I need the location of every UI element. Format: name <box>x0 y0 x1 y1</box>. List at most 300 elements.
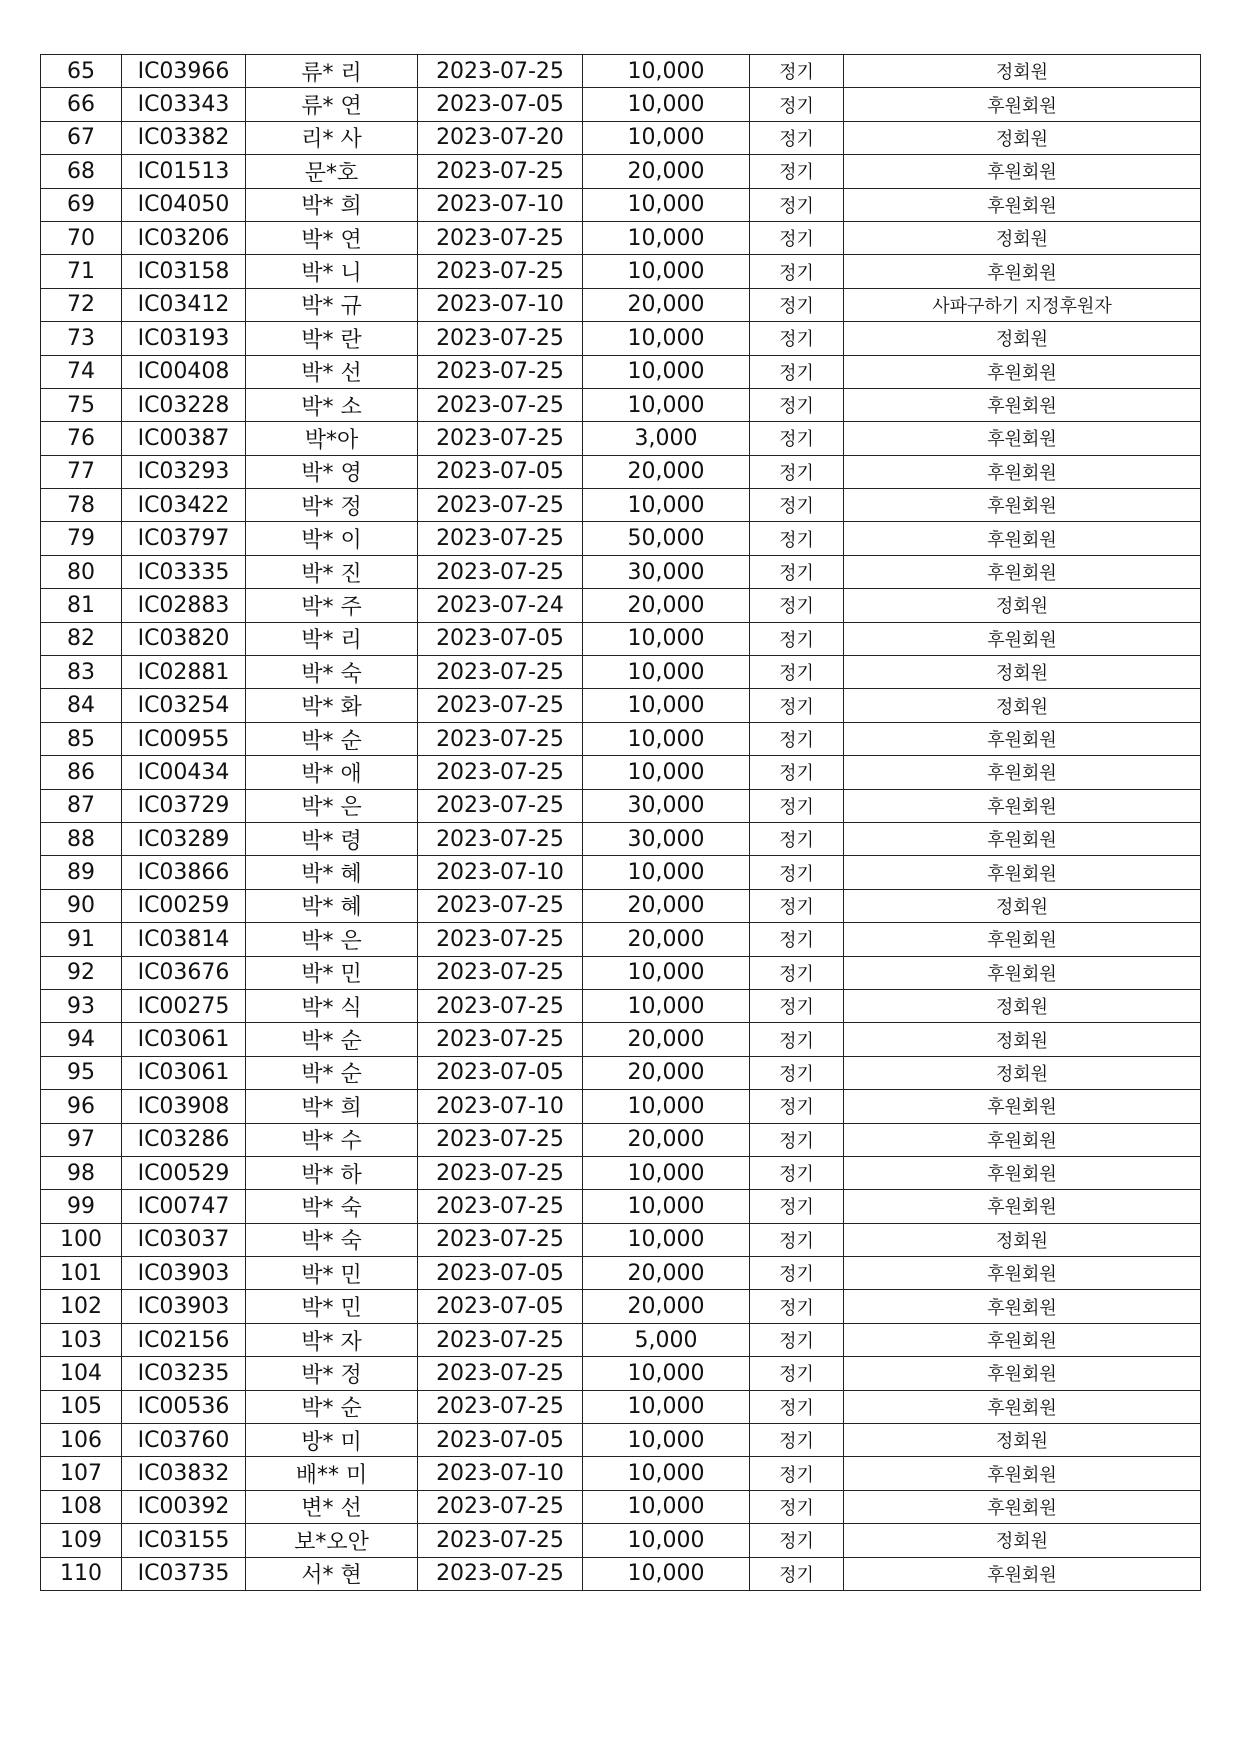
donation-type: 정기 <box>750 1123 844 1156</box>
table-row <box>41 1457 1201 1490</box>
donor-name: 박* 주 <box>246 589 418 622</box>
row-number: 100 <box>41 1223 122 1256</box>
donor-name: 류* 리 <box>246 55 418 88</box>
donor-name: 류* 연 <box>246 88 418 121</box>
membership-type: 후원회원 <box>844 1323 1201 1356</box>
donation-amount: 20,000 <box>583 589 750 622</box>
donation-amount: 10,000 <box>583 1524 750 1557</box>
donation-amount: 10,000 <box>583 1156 750 1189</box>
table-row <box>41 1257 1201 1290</box>
donor-id: IC00259 <box>122 889 246 922</box>
row-number: 109 <box>41 1524 122 1557</box>
donor-id: IC03729 <box>122 789 246 822</box>
row-number: 104 <box>41 1357 122 1390</box>
row-number: 71 <box>41 255 122 288</box>
membership-type: 후원회원 <box>844 956 1201 989</box>
membership-type: 후원회원 <box>844 255 1201 288</box>
donation-type: 정기 <box>750 555 844 588</box>
table-row <box>41 722 1201 755</box>
donation-amount: 10,000 <box>583 1424 750 1457</box>
donor-name: 박* 순 <box>246 1056 418 1089</box>
row-number: 83 <box>41 656 122 689</box>
donor-id: IC03676 <box>122 956 246 989</box>
donation-amount: 10,000 <box>583 622 750 655</box>
row-number: 77 <box>41 455 122 488</box>
table-row <box>41 1090 1201 1123</box>
membership-type: 후원회원 <box>844 856 1201 889</box>
row-number: 92 <box>41 956 122 989</box>
donor-id: IC03382 <box>122 121 246 154</box>
donor-name: 박* 정 <box>246 489 418 522</box>
donation-type: 정기 <box>750 388 844 421</box>
row-number: 74 <box>41 355 122 388</box>
table-row <box>41 1156 1201 1189</box>
donation-type: 정기 <box>750 188 844 221</box>
row-number: 99 <box>41 1190 122 1223</box>
donation-date: 2023-07-25 <box>418 555 583 588</box>
donor-name: 박* 진 <box>246 555 418 588</box>
table-row <box>41 155 1201 188</box>
table-row <box>41 1023 1201 1056</box>
donation-amount: 10,000 <box>583 956 750 989</box>
donation-date: 2023-07-25 <box>418 55 583 88</box>
membership-type: 후원회원 <box>844 1357 1201 1390</box>
donor-id: IC03903 <box>122 1290 246 1323</box>
donation-amount: 10,000 <box>583 856 750 889</box>
table-row <box>41 622 1201 655</box>
donation-amount: 10,000 <box>583 722 750 755</box>
donation-date: 2023-07-25 <box>418 1156 583 1189</box>
donation-type: 정기 <box>750 88 844 121</box>
row-number: 106 <box>41 1424 122 1457</box>
donation-date: 2023-07-10 <box>418 856 583 889</box>
donation-type: 정기 <box>750 989 844 1022</box>
row-number: 88 <box>41 822 122 855</box>
row-number: 84 <box>41 689 122 722</box>
donor-name: 서* 현 <box>246 1557 418 1590</box>
donation-date: 2023-07-25 <box>418 322 583 355</box>
donation-amount: 10,000 <box>583 55 750 88</box>
donor-name: 박* 숙 <box>246 656 418 689</box>
donation-amount: 20,000 <box>583 455 750 488</box>
donor-table <box>40 54 1201 1591</box>
table-row <box>41 55 1201 88</box>
donor-list-page <box>40 54 1200 1591</box>
membership-type: 후원회원 <box>844 489 1201 522</box>
donation-date: 2023-07-25 <box>418 1190 583 1223</box>
membership-type: 후원회원 <box>844 88 1201 121</box>
donor-id: IC03797 <box>122 522 246 555</box>
donor-id: IC03061 <box>122 1056 246 1089</box>
row-number: 66 <box>41 88 122 121</box>
donation-amount: 5,000 <box>583 1323 750 1356</box>
table-row <box>41 822 1201 855</box>
table-row <box>41 121 1201 154</box>
membership-type: 정회원 <box>844 221 1201 254</box>
donor-id: IC03343 <box>122 88 246 121</box>
row-number: 91 <box>41 923 122 956</box>
donation-type: 정기 <box>750 1056 844 1089</box>
donor-name: 박* 민 <box>246 956 418 989</box>
donation-date: 2023-07-25 <box>418 388 583 421</box>
donation-amount: 10,000 <box>583 1223 750 1256</box>
donation-amount: 10,000 <box>583 355 750 388</box>
row-number: 73 <box>41 322 122 355</box>
donation-date: 2023-07-25 <box>418 1123 583 1156</box>
table-row <box>41 656 1201 689</box>
donation-date: 2023-07-25 <box>418 1490 583 1523</box>
donation-amount: 10,000 <box>583 489 750 522</box>
donor-id: IC03228 <box>122 388 246 421</box>
donation-date: 2023-07-25 <box>418 889 583 922</box>
membership-type: 정회원 <box>844 322 1201 355</box>
donor-name: 박* 민 <box>246 1257 418 1290</box>
table-row <box>41 1323 1201 1356</box>
donation-date: 2023-07-25 <box>418 1223 583 1256</box>
donation-type: 정기 <box>750 822 844 855</box>
table-row <box>41 388 1201 421</box>
table-row <box>41 555 1201 588</box>
donor-name: 박* 연 <box>246 221 418 254</box>
donation-type: 정기 <box>750 1524 844 1557</box>
donor-id: IC03814 <box>122 923 246 956</box>
donation-amount: 10,000 <box>583 1457 750 1490</box>
donor-name: 박* 리 <box>246 622 418 655</box>
table-row <box>41 689 1201 722</box>
donation-date: 2023-07-25 <box>418 1390 583 1423</box>
donation-type: 정기 <box>750 856 844 889</box>
membership-type: 정회원 <box>844 1524 1201 1557</box>
donation-type: 정기 <box>750 956 844 989</box>
table-row <box>41 1190 1201 1223</box>
membership-type: 정회원 <box>844 1223 1201 1256</box>
donation-type: 정기 <box>750 1257 844 1290</box>
membership-type: 정회원 <box>844 55 1201 88</box>
donation-type: 정기 <box>750 756 844 789</box>
table-row <box>41 1223 1201 1256</box>
membership-type: 후원회원 <box>844 1457 1201 1490</box>
row-number: 98 <box>41 1156 122 1189</box>
donation-date: 2023-07-25 <box>418 822 583 855</box>
donation-date: 2023-07-05 <box>418 455 583 488</box>
donor-name: 박* 정 <box>246 1357 418 1390</box>
membership-type: 후원회원 <box>844 1190 1201 1223</box>
donation-type: 정기 <box>750 1323 844 1356</box>
donation-date: 2023-07-25 <box>418 756 583 789</box>
donor-id: IC02881 <box>122 656 246 689</box>
donation-date: 2023-07-25 <box>418 1323 583 1356</box>
row-number: 68 <box>41 155 122 188</box>
donation-date: 2023-07-25 <box>418 656 583 689</box>
donation-amount: 10,000 <box>583 1390 750 1423</box>
donor-id: IC03335 <box>122 555 246 588</box>
row-number: 105 <box>41 1390 122 1423</box>
donor-name: 박* 숙 <box>246 1190 418 1223</box>
donation-amount: 10,000 <box>583 689 750 722</box>
membership-type: 후원회원 <box>844 1557 1201 1590</box>
donor-name: 박* 순 <box>246 722 418 755</box>
donor-id: IC02883 <box>122 589 246 622</box>
table-row <box>41 856 1201 889</box>
row-number: 93 <box>41 989 122 1022</box>
donation-amount: 20,000 <box>583 1056 750 1089</box>
membership-type: 후원회원 <box>844 1390 1201 1423</box>
donor-name: 박*아 <box>246 422 418 455</box>
donor-name: 박* 자 <box>246 1323 418 1356</box>
donation-date: 2023-07-25 <box>418 155 583 188</box>
table-row <box>41 455 1201 488</box>
donor-id: IC03206 <box>122 221 246 254</box>
donor-name: 박* 숙 <box>246 1223 418 1256</box>
table-row <box>41 322 1201 355</box>
donor-id: IC00536 <box>122 1390 246 1423</box>
row-number: 69 <box>41 188 122 221</box>
donor-id: IC03293 <box>122 455 246 488</box>
donor-name: 박* 니 <box>246 255 418 288</box>
table-row <box>41 422 1201 455</box>
donor-name: 박* 하 <box>246 1156 418 1189</box>
row-number: 76 <box>41 422 122 455</box>
donor-id: IC04050 <box>122 188 246 221</box>
donor-id: IC03193 <box>122 322 246 355</box>
membership-type: 정회원 <box>844 1056 1201 1089</box>
row-number: 72 <box>41 288 122 321</box>
donor-name: 박* 화 <box>246 689 418 722</box>
donation-type: 정기 <box>750 1390 844 1423</box>
donation-amount: 3,000 <box>583 422 750 455</box>
donation-type: 정기 <box>750 1290 844 1323</box>
membership-type: 후원회원 <box>844 388 1201 421</box>
donor-id: IC03289 <box>122 822 246 855</box>
donor-id: IC00275 <box>122 989 246 1022</box>
donor-id: IC03735 <box>122 1557 246 1590</box>
donor-name: 박* 선 <box>246 355 418 388</box>
donation-type: 정기 <box>750 689 844 722</box>
row-number: 110 <box>41 1557 122 1590</box>
donor-id: IC03820 <box>122 622 246 655</box>
donor-name: 박* 혜 <box>246 856 418 889</box>
donation-type: 정기 <box>750 789 844 822</box>
row-number: 85 <box>41 722 122 755</box>
donation-type: 정기 <box>750 221 844 254</box>
table-row <box>41 1357 1201 1390</box>
donor-name: 박* 이 <box>246 522 418 555</box>
membership-type: 후원회원 <box>844 1257 1201 1290</box>
donation-date: 2023-07-25 <box>418 221 583 254</box>
donor-id: IC03966 <box>122 55 246 88</box>
donation-date: 2023-07-25 <box>418 789 583 822</box>
donation-amount: 10,000 <box>583 322 750 355</box>
donor-name: 변* 선 <box>246 1490 418 1523</box>
membership-type: 후원회원 <box>844 722 1201 755</box>
donation-date: 2023-07-25 <box>418 989 583 1022</box>
donation-date: 2023-07-05 <box>418 1290 583 1323</box>
donation-type: 정기 <box>750 422 844 455</box>
membership-type: 후원회원 <box>844 522 1201 555</box>
donation-amount: 10,000 <box>583 1357 750 1390</box>
donor-id: IC03760 <box>122 1424 246 1457</box>
membership-type: 정회원 <box>844 589 1201 622</box>
donor-id: IC00392 <box>122 1490 246 1523</box>
donation-date: 2023-07-05 <box>418 88 583 121</box>
donation-type: 정기 <box>750 322 844 355</box>
row-number: 101 <box>41 1257 122 1290</box>
donation-date: 2023-07-25 <box>418 1023 583 1056</box>
membership-type: 정회원 <box>844 656 1201 689</box>
donation-amount: 10,000 <box>583 188 750 221</box>
donation-type: 정기 <box>750 1090 844 1123</box>
donor-name: 박* 은 <box>246 923 418 956</box>
membership-type: 정회원 <box>844 1424 1201 1457</box>
donation-amount: 10,000 <box>583 1557 750 1590</box>
donor-name: 박* 령 <box>246 822 418 855</box>
donation-date: 2023-07-25 <box>418 722 583 755</box>
donation-amount: 20,000 <box>583 1023 750 1056</box>
donation-type: 정기 <box>750 255 844 288</box>
donor-name: 박* 희 <box>246 1090 418 1123</box>
donor-id: IC03866 <box>122 856 246 889</box>
table-row <box>41 221 1201 254</box>
donation-type: 정기 <box>750 1424 844 1457</box>
donation-type: 정기 <box>750 55 844 88</box>
donation-type: 정기 <box>750 1156 844 1189</box>
table-row <box>41 1390 1201 1423</box>
membership-type: 후원회원 <box>844 555 1201 588</box>
donation-date: 2023-07-05 <box>418 1056 583 1089</box>
donation-type: 정기 <box>750 1557 844 1590</box>
donation-amount: 20,000 <box>583 1290 750 1323</box>
donation-date: 2023-07-10 <box>418 1090 583 1123</box>
donation-amount: 10,000 <box>583 1190 750 1223</box>
row-number: 80 <box>41 555 122 588</box>
donation-type: 정기 <box>750 121 844 154</box>
donation-type: 정기 <box>750 656 844 689</box>
row-number: 90 <box>41 889 122 922</box>
donation-date: 2023-07-10 <box>418 1457 583 1490</box>
donation-type: 정기 <box>750 455 844 488</box>
donor-name: 박* 순 <box>246 1390 418 1423</box>
donation-type: 정기 <box>750 923 844 956</box>
donor-id: IC03903 <box>122 1257 246 1290</box>
donor-name: 박* 영 <box>246 455 418 488</box>
donation-amount: 10,000 <box>583 1490 750 1523</box>
row-number: 75 <box>41 388 122 421</box>
membership-type: 후원회원 <box>844 923 1201 956</box>
donation-type: 정기 <box>750 889 844 922</box>
row-number: 81 <box>41 589 122 622</box>
row-number: 102 <box>41 1290 122 1323</box>
donation-date: 2023-07-25 <box>418 489 583 522</box>
donation-amount: 50,000 <box>583 522 750 555</box>
table-row <box>41 489 1201 522</box>
membership-type: 후원회원 <box>844 455 1201 488</box>
donor-name: 박* 희 <box>246 188 418 221</box>
donation-amount: 10,000 <box>583 121 750 154</box>
donor-id: IC01513 <box>122 155 246 188</box>
table-row <box>41 889 1201 922</box>
donation-amount: 10,000 <box>583 1090 750 1123</box>
donor-name: 문*호 <box>246 155 418 188</box>
row-number: 82 <box>41 622 122 655</box>
table-row <box>41 1290 1201 1323</box>
membership-type: 후원회원 <box>844 155 1201 188</box>
donation-date: 2023-07-25 <box>418 522 583 555</box>
table-row <box>41 956 1201 989</box>
donation-type: 정기 <box>750 1490 844 1523</box>
donor-id: IC00434 <box>122 756 246 789</box>
donor-id: IC03235 <box>122 1357 246 1390</box>
membership-type: 정회원 <box>844 121 1201 154</box>
donation-date: 2023-07-25 <box>418 1524 583 1557</box>
table-row <box>41 589 1201 622</box>
donor-name: 박* 은 <box>246 789 418 822</box>
donation-date: 2023-07-25 <box>418 956 583 989</box>
donation-type: 정기 <box>750 355 844 388</box>
donor-name: 박* 수 <box>246 1123 418 1156</box>
donation-date: 2023-07-25 <box>418 689 583 722</box>
donor-id: IC03254 <box>122 689 246 722</box>
donation-date: 2023-07-24 <box>418 589 583 622</box>
table-row <box>41 789 1201 822</box>
table-row <box>41 756 1201 789</box>
table-row <box>41 1524 1201 1557</box>
donation-date: 2023-07-25 <box>418 1557 583 1590</box>
membership-type: 후원회원 <box>844 789 1201 822</box>
donor-id: IC03037 <box>122 1223 246 1256</box>
row-number: 87 <box>41 789 122 822</box>
donation-amount: 20,000 <box>583 1123 750 1156</box>
donor-id: IC00955 <box>122 722 246 755</box>
membership-type: 후원회원 <box>844 1123 1201 1156</box>
donor-id: IC00529 <box>122 1156 246 1189</box>
donor-id: IC03908 <box>122 1090 246 1123</box>
donor-id: IC00408 <box>122 355 246 388</box>
membership-type: 후원회원 <box>844 1156 1201 1189</box>
membership-type: 후원회원 <box>844 756 1201 789</box>
donor-name: 리* 사 <box>246 121 418 154</box>
donation-amount: 10,000 <box>583 989 750 1022</box>
donation-date: 2023-07-25 <box>418 1357 583 1390</box>
row-number: 96 <box>41 1090 122 1123</box>
table-row <box>41 1490 1201 1523</box>
membership-type: 후원회원 <box>844 622 1201 655</box>
membership-type: 후원회원 <box>844 188 1201 221</box>
donation-type: 정기 <box>750 1457 844 1490</box>
donation-amount: 10,000 <box>583 388 750 421</box>
row-number: 97 <box>41 1123 122 1156</box>
donation-amount: 10,000 <box>583 756 750 789</box>
donation-amount: 30,000 <box>583 555 750 588</box>
donation-date: 2023-07-05 <box>418 1424 583 1457</box>
table-row <box>41 1557 1201 1590</box>
membership-type: 후원회원 <box>844 355 1201 388</box>
membership-type: 정회원 <box>844 989 1201 1022</box>
donation-type: 정기 <box>750 589 844 622</box>
donor-name: 박* 란 <box>246 322 418 355</box>
row-number: 95 <box>41 1056 122 1089</box>
donor-table-body <box>41 55 1201 1591</box>
donation-amount: 20,000 <box>583 923 750 956</box>
donor-id: IC03158 <box>122 255 246 288</box>
table-row <box>41 1424 1201 1457</box>
table-row <box>41 923 1201 956</box>
donation-type: 정기 <box>750 1223 844 1256</box>
membership-type: 후원회원 <box>844 822 1201 855</box>
table-row <box>41 1123 1201 1156</box>
row-number: 86 <box>41 756 122 789</box>
row-number: 103 <box>41 1323 122 1356</box>
row-number: 108 <box>41 1490 122 1523</box>
